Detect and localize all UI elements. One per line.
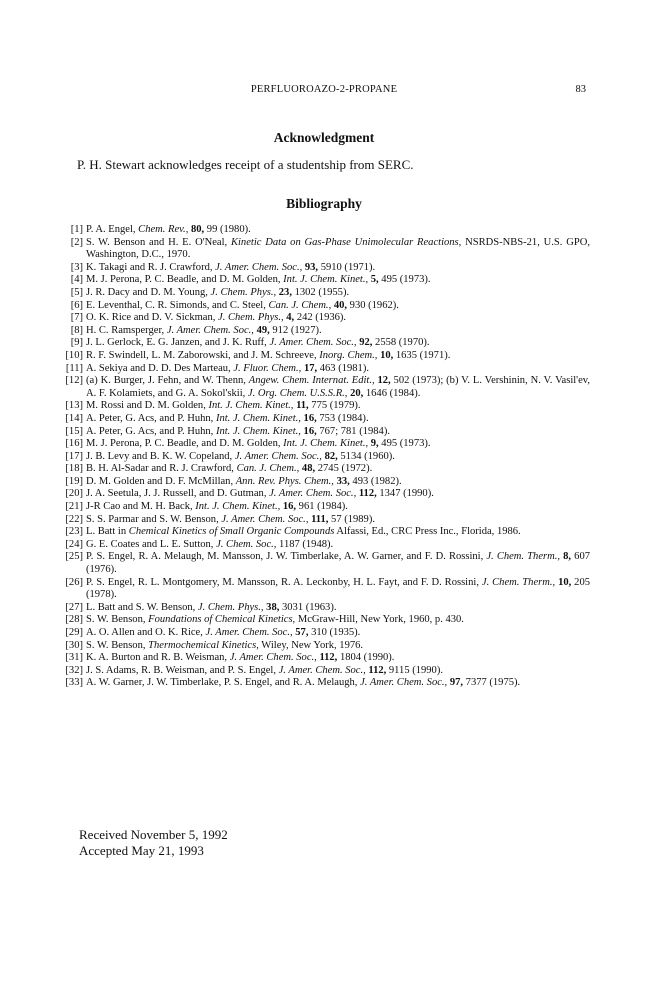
reference-text: S. W. Benson, [86,614,149,626]
reference-text: J. L. Gerlock, E. G. Janzen, and J. K. Ruff, [86,337,270,349]
reference-volume: 20, [350,387,364,399]
reference-text: 607 (1976). [86,551,590,576]
reference-volume: 38, [266,601,280,613]
reference-text: 1646 (1984). [363,387,421,399]
reference-volume: 48, [301,463,316,475]
reference-item [60,539,590,552]
reference-text: 767; 781 (1984). [316,425,390,437]
reference-text: K. A. Burton and R. B. Weisman, [86,652,230,664]
reference-item [60,501,590,514]
reference-text: 310 (1935). [308,627,361,638]
reference-item [60,312,590,325]
running-title: PERFLUOROAZO-2-PROPANE [250,84,398,95]
reference-item [60,337,590,350]
reference-item [60,413,590,426]
reference-source: Chem. Rev., [138,224,189,235]
reference-number: [32] [65,664,83,676]
reference-volume: 9, [370,438,379,450]
reference-text: S. W. Benson, [86,639,149,651]
reference-source: J. Amer. Chem. Soc., [215,261,303,273]
reference-number: [21] [65,501,83,513]
reference-text: 961 (1984). [296,501,348,513]
reference-source: J. Chem. Therm., [486,551,560,563]
reference-item [60,287,590,300]
reference-number: [6] [70,299,83,311]
reference-item [60,677,590,690]
bibliography-heading: Bibliography [286,196,362,211]
reference-source: Inorg. Chem., [319,349,378,361]
reference-volume: 111, [311,513,329,525]
reference-text: 753 (1984). [316,412,369,424]
reference-text: 242 (1936). [294,312,347,324]
article-dates [79,827,228,859]
reference-source: J. Fluor. Chem., [233,362,302,374]
reference-text: 1302 (1955). [291,286,350,298]
reference-number: [19] [65,475,83,487]
reference-source: Int. J. Chem. Kinet., [283,274,369,286]
reference-text: 5134 (1960). [337,450,395,462]
reference-text: 775 (1979). [308,400,361,412]
reference-item [60,514,590,527]
reference-text: 99 (1980). [204,224,251,235]
reference-number: [13] [65,400,83,412]
reference-volume: 112, [319,652,338,664]
reference-number: [22] [65,513,83,525]
reference-volume: 11, [296,400,309,412]
reference-item [60,488,590,501]
reference-source: Int. J. Chem. Kinet., [283,438,369,450]
reference-item [60,350,590,363]
reference-source: J. Amer. Chem. Soc., [205,627,293,638]
reference-item [60,602,590,615]
reference-number: [30] [65,639,83,651]
reference-text: S. W. Benson and H. E. O'Neal, [86,236,231,248]
reference-text: K. Takagi and R. J. Crawford, [86,261,216,273]
reference-text: (a) K. Burger, J. Fehn, and W. Thenn, [86,375,249,387]
reference-volume: 4, [286,312,295,324]
reference-text: 502 (1973); (b) V. L. Vershinin, N. V. Vasil'ev, A. F. Kolamiets, and G. A. Sokol'skii, [86,375,590,399]
reference-text: 57 (1989). [328,513,375,525]
reference-source: Thermochemical Kinetics, [148,639,259,651]
reference-text: 1804 (1990). [337,652,395,664]
reference-source: Can. J. Chem., [268,299,332,311]
reference-text: 9115 (1990). [386,664,443,676]
reference-text: 1347 (1990). [376,488,434,500]
reference-source: Kinetic Data on Gas-Phase Unimolecular Reactions, [230,236,462,248]
reference-volume: 112, [358,488,377,500]
reference-text: 2558 (1970). [372,337,430,349]
reference-volume: 112, [368,664,387,676]
reference-item [60,451,590,464]
reference-source: J. Chem. Therm., [481,576,556,588]
reference-item [60,614,590,627]
reference-text: J. B. Levy and B. K. W. Copeland, [86,450,235,462]
acknowledgment-heading: Acknowledgment [273,130,375,145]
reference-item [60,526,590,539]
reference-number: [10] [65,349,83,361]
reference-volume: 80, [190,224,205,235]
reference-text: L. Batt and S. W. Benson, [86,601,198,613]
reference-text: 495 (1973). [378,274,431,286]
reference-text: 912 (1927). [269,324,322,336]
reference-number: [18] [65,463,83,475]
reference-item [60,652,590,665]
reference-text: J-R Cao and M. H. Back, [86,501,196,513]
reference-text: B. H. Al-Sadar and R. J. Crawford, [86,463,237,475]
reference-source: J. Amer. Chem. Soc., [234,450,322,462]
reference-item [60,363,590,376]
running-header [0,84,648,98]
reference-text: Alfassi, Ed., CRC Press Inc., Florida, 1986. [334,526,521,538]
reference-item [60,237,590,262]
reference-source: J. Chem. Phys., [218,312,284,324]
reference-source: Int. J. Chem. Kinet., [208,400,294,412]
reference-text: G. E. Coates and L. E. Sutton, [86,538,217,550]
reference-item [60,375,590,400]
reference-text: S. S. Parmar and S. W. Benson, [86,513,222,525]
reference-text: M. Rossi and D. M. Golden, [86,400,209,412]
accepted-date: Accepted May 21, 1993 [79,843,204,858]
reference-text: J. A. Seetula, J. J. Russell, and D. Gutman, [86,488,270,500]
reference-item [60,627,590,640]
reference-text: Wiley, New York, 1976. [258,639,364,651]
reference-text: A. W. Garner, J. W. Timberlake, P. S. Engel, and R. A. Melaugh, [86,677,361,689]
reference-volume: 49, [256,324,270,336]
reference-text: 205 (1978). [86,576,590,601]
reference-text: J. S. Adams, R. B. Weisman, and P. S. Engel, [86,664,279,676]
reference-text: 3031 (1963). [279,601,337,613]
reference-volume: 82, [324,450,338,462]
reference-volume: 16, [303,425,317,437]
reference-text: McGraw-Hill, New York, 1960, p. 430. [295,614,464,626]
reference-source: Can. J. Chem., [236,463,300,475]
reference-item [60,224,590,237]
reference-number: [17] [65,450,83,462]
reference-source: Int. J. Chem. Kinet., [215,425,301,437]
reference-number: [29] [65,627,83,638]
reference-number: [8] [70,324,83,336]
reference-number: [5] [70,286,83,298]
reference-number: [15] [65,425,83,437]
reference-volume: 23, [278,286,292,298]
reference-source: J. Amer. Chem. Soc., [269,337,357,349]
acknowledgment-text: P. H. Stewart acknowledges receipt of a studentship from SERC. [77,157,414,172]
reference-number: [33] [65,677,83,689]
reference-item [60,463,590,476]
reference-volume: 10, [558,576,572,588]
reference-source: J. Chem. Soc., [216,538,277,550]
reference-volume: 10, [380,349,394,361]
received-date: Received November 5, 1992 [79,827,228,842]
reference-item [60,577,590,602]
reference-item [60,300,590,313]
reference-text: A. O. Allen and O. K. Rice, [86,627,206,638]
reference-number: [4] [70,274,83,286]
reference-source: J. Amer. Chem. Soc., [166,324,254,336]
reference-text: A. Sekiya and D. D. Des Marteau, [86,362,234,374]
reference-source: Angew. Chem. Internat. Edit., [248,375,375,387]
reference-item [60,274,590,287]
bibliography-list [60,224,590,690]
reference-text: J. R. Dacy and D. M. Young, [86,286,211,298]
reference-volume: 5, [370,274,379,286]
reference-number: [9] [70,337,83,349]
reference-volume: 97, [449,677,464,689]
reference-number: [16] [65,438,83,450]
reference-text: P. S. Engel, R. L. Montgomery, M. Mansson, R. A. Leckonby, H. L. Fayt, and F. D. Rossini, [86,576,482,588]
reference-number: [24] [65,538,83,550]
reference-text: M. J. Perona, P. C. Beadle, and D. M. Golden, [86,438,284,450]
reference-text: E. Leventhal, C. R. Simonds, and C. Steel, [86,299,269,311]
reference-number: [23] [65,526,83,538]
reference-item [60,262,590,275]
reference-text: 930 (1962). [347,299,399,311]
reference-text: NSRDS-NBS-21, U.S. GPO, Washington, D.C., 1970. [86,236,590,261]
reference-number: [25] [65,551,83,563]
reference-text: 1635 (1971). [393,349,451,361]
reference-text: R. F. Swindell, L. M. Zaborowski, and J. M. Schreeve, [86,349,320,361]
reference-volume: 40, [333,299,348,311]
reference-source: J. Chem. Phys., [197,601,264,613]
reference-number: [14] [65,412,83,424]
reference-source: Int. J. Chem. Kinet., [215,412,301,424]
reference-text: 493 (1982). [349,475,402,487]
reference-text: 463 (1981). [317,362,369,374]
reference-volume: 12, [377,375,391,387]
reference-text: 495 (1973). [378,438,431,450]
reference-text: 5910 (1971). [318,261,376,273]
reference-source: Foundations of Chemical Kinetics, [148,614,296,626]
reference-number: [31] [65,652,83,664]
reference-source: J. Amer. Chem. Soc., [360,677,448,689]
reference-item [60,551,590,576]
reference-item [60,426,590,439]
reference-text: H. C. Ramsperger, [86,324,167,336]
reference-volume: 33, [336,475,350,487]
reference-source: J. Amer. Chem. Soc., [229,652,317,664]
reference-number: [3] [70,261,83,273]
reference-number: [12] [65,375,83,387]
reference-volume: 93, [304,261,319,273]
reference-source: J. Amer. Chem. Soc., [278,664,366,676]
reference-item [60,325,590,338]
reference-source: Chemical Kinetics of Small Organic Compounds [128,526,335,538]
reference-text: O. K. Rice and D. V. Sickman, [86,312,219,324]
reference-item [60,665,590,678]
reference-number: [7] [70,312,83,324]
reference-text: 2745 (1972). [315,463,373,475]
reference-text: P. A. Engel, [86,224,139,235]
reference-source: Ann. Rev. Phys. Chem., [235,475,334,487]
reference-item [60,640,590,653]
page-number: 83 [575,84,586,95]
reference-source: Int. J. Chem. Kinet., [195,501,281,513]
reference-volume: 17, [303,362,318,374]
reference-text: A. Peter, G. Acs, and P. Huhn, [86,425,216,437]
reference-number: [27] [65,601,83,613]
reference-source: J. Chem. Phys., [210,286,277,298]
reference-number: [28] [65,614,83,626]
reference-source: J. Amer. Chem. Soc., [221,513,309,525]
reference-volume: 16, [282,501,297,513]
reference-text: P. S. Engel, R. A. Melaugh, M. Mansson, J. W. Timberlake, A. W. Garner, and F. D. Rossini, [86,551,487,563]
reference-item [60,400,590,413]
reference-text: A. Peter, G. Acs, and P. Huhn, [86,412,216,424]
reference-volume: 8, [563,551,572,563]
reference-volume: 57, [295,627,309,638]
reference-text: M. J. Perona, P. C. Beadle, and D. M. Golden, [86,274,284,286]
reference-number: [20] [65,488,83,500]
reference-number: [1] [70,224,83,235]
reference-volume: 92, [359,337,373,349]
reference-number: [2] [70,236,83,248]
reference-source: J. Amer. Chem. Soc., [269,488,357,500]
reference-source: J. Org. Chem. U.S.S.R., [247,387,348,399]
reference-item [60,438,590,451]
reference-number: [26] [65,576,83,588]
reference-item [60,476,590,489]
reference-volume: 16, [303,412,317,424]
reference-text: 1187 (1948). [276,538,334,550]
reference-text: D. M. Golden and D. F. McMillan, [86,475,236,487]
reference-text: L. Batt in [86,526,129,538]
reference-text: 7377 (1975). [463,677,521,689]
reference-number: [11] [65,362,83,374]
